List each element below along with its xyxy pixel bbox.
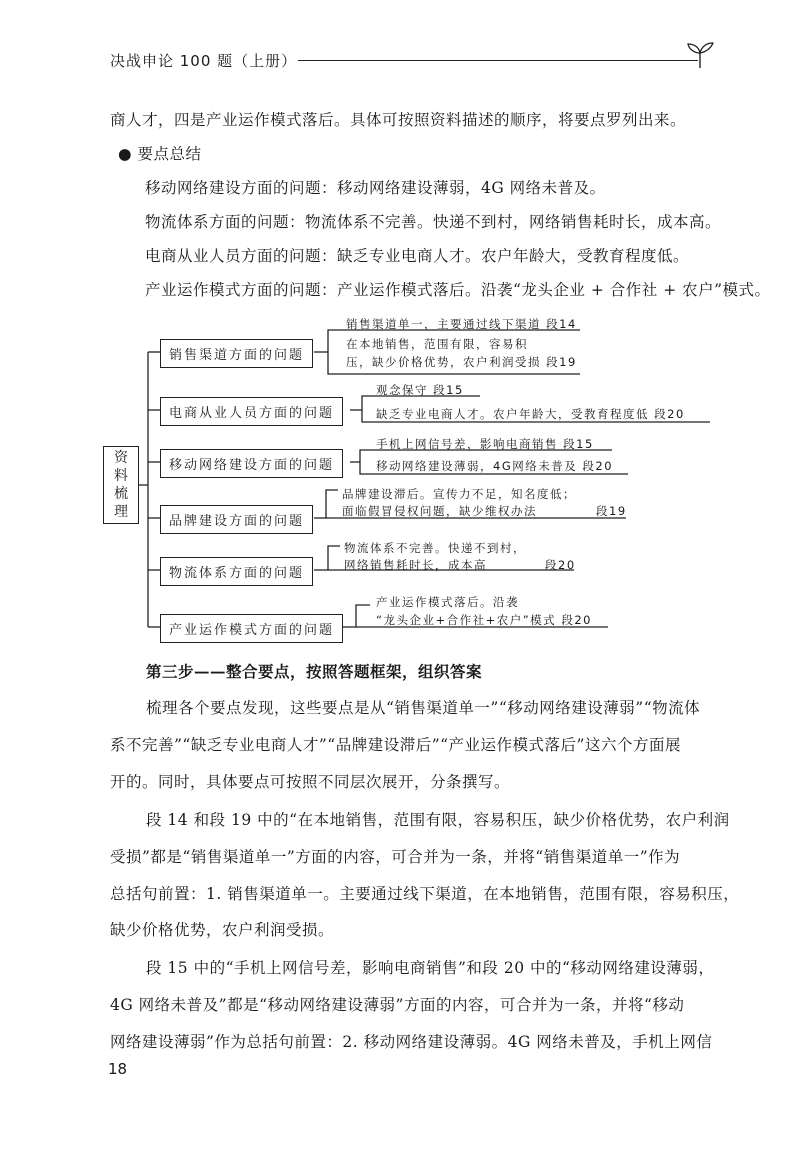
running-header: 决战申论 100 题（上册） [110,52,298,70]
step3-heading: 第三步——整合要点，按照答题框架，组织答案 [146,662,483,681]
branch-sales-channel: 销售渠道方面的问题 [160,339,313,368]
paragraph-line: 梳理各个要点发现，这些要点是从“销售渠道单一”“移动网络建设薄弱”“物流体 [146,699,701,717]
paragraph-line: 缺少价格优势，农户利润受损。 [110,921,335,939]
root-char: 资 [114,450,128,466]
root-char: 梳 [114,486,128,502]
note-network-2: 移动网络建设薄弱，4G网络未普及 段20 [376,459,614,473]
root-char: 理 [114,504,128,520]
summary-item-personnel: 电商从业人员方面的问题：缺乏专业电商人才。农户年龄大，受教育程度低。 [145,247,690,265]
branch-mobile-network: 移动网络建设方面的问题 [160,449,343,478]
mindmap-root [103,446,139,524]
intro-line: 商人才，四是产业运作模式落后。具体可按照资料描述的顺序，将要点罗列出来。 [110,111,687,129]
paragraph-line: 开的。同时，具体要点可按照不同层次展开，分条撰写。 [110,773,511,791]
branch-ecommerce-personnel: 电商从业人员方面的问题 [160,397,343,426]
note-logistics-ref: 段20 [545,558,576,572]
root-char: 料 [114,468,128,484]
paragraph-line: 系不完善”“缺乏专业电商人才”“品牌建设滞后”“产业运作模式落后”这六个方面展 [110,736,681,754]
branch-logistics: 物流体系方面的问题 [160,557,313,586]
summary-heading: ● 要点总结 [118,145,202,163]
paragraph-line: 4G 网络未普及”都是“移动网络建设薄弱”方面的内容，可合并为一条，并将“移动 [110,996,685,1014]
note-operation-2: “龙头企业+合作社+农户”模式 段20 [376,613,592,627]
summary-item-logistics: 物流体系方面的问题：物流体系不完善。快递不到村，网络销售耗时长，成本高。 [145,213,722,231]
note-sales-1: 销售渠道单一，主要通过线下渠道 段14 [346,317,577,331]
note-brand-2: 面临假冒侵权问题，缺少维权办法 [342,504,537,518]
summary-item-operation: 产业运作模式方面的问题：产业运作模式落后。沿袭“龙头企业 + 合作社 + 农户”模式。 [145,281,771,299]
note-operation-1: 产业运作模式落后。沿袭 [376,595,519,609]
paragraph-line: 网络建设薄弱”作为总括句前置：2. 移动网络建设薄弱。4G 网络未普及，手机上网信 [110,1033,713,1051]
paragraph-line: 段 15 中的“手机上网信号差，影响电商销售”和段 20 中的“移动网络建设薄弱， [146,959,715,977]
note-sales-2: 在本地销售，范围有限，容易积 [346,337,528,351]
note-sales-3: 压，缺少价格优势，农户利润受损 段19 [346,355,577,369]
branch-brand-building: 品牌建设方面的问题 [160,505,313,534]
note-logistics-2: 网络销售耗时长，成本高 [344,558,487,572]
note-personnel-1: 观念保守 段15 [376,383,464,397]
summary-item-network: 移动网络建设方面的问题：移动网络建设薄弱，4G 网络未普及。 [145,179,606,197]
note-brand-1: 品牌建设滞后。宣传力不足，知名度低； [342,487,576,501]
note-network-1: 手机上网信号差，影响电商销售 段15 [376,437,594,451]
paragraph-line: 段 14 和段 19 中的“在本地销售，范围有限，容易积压，缺少价格优势，农户利润 [146,811,730,829]
note-logistics-1: 物流体系不完善。快递不到村， [344,541,526,555]
paragraph-line: 受损”都是“销售渠道单一”方面的内容，可合并为一条，并将“销售渠道单一”作为 [110,848,681,866]
note-personnel-2: 缺乏专业电商人才。农户年龄大，受教育程度低 段20 [376,407,685,421]
branch-operation-model: 产业运作模式方面的问题 [160,614,343,643]
note-brand-ref: 段19 [596,504,627,518]
paragraph-line: 总括句前置：1. 销售渠道单一。主要通过线下渠道，在本地销售，范围有限，容易积压， [110,885,740,903]
page-number: 18 [108,1060,128,1078]
